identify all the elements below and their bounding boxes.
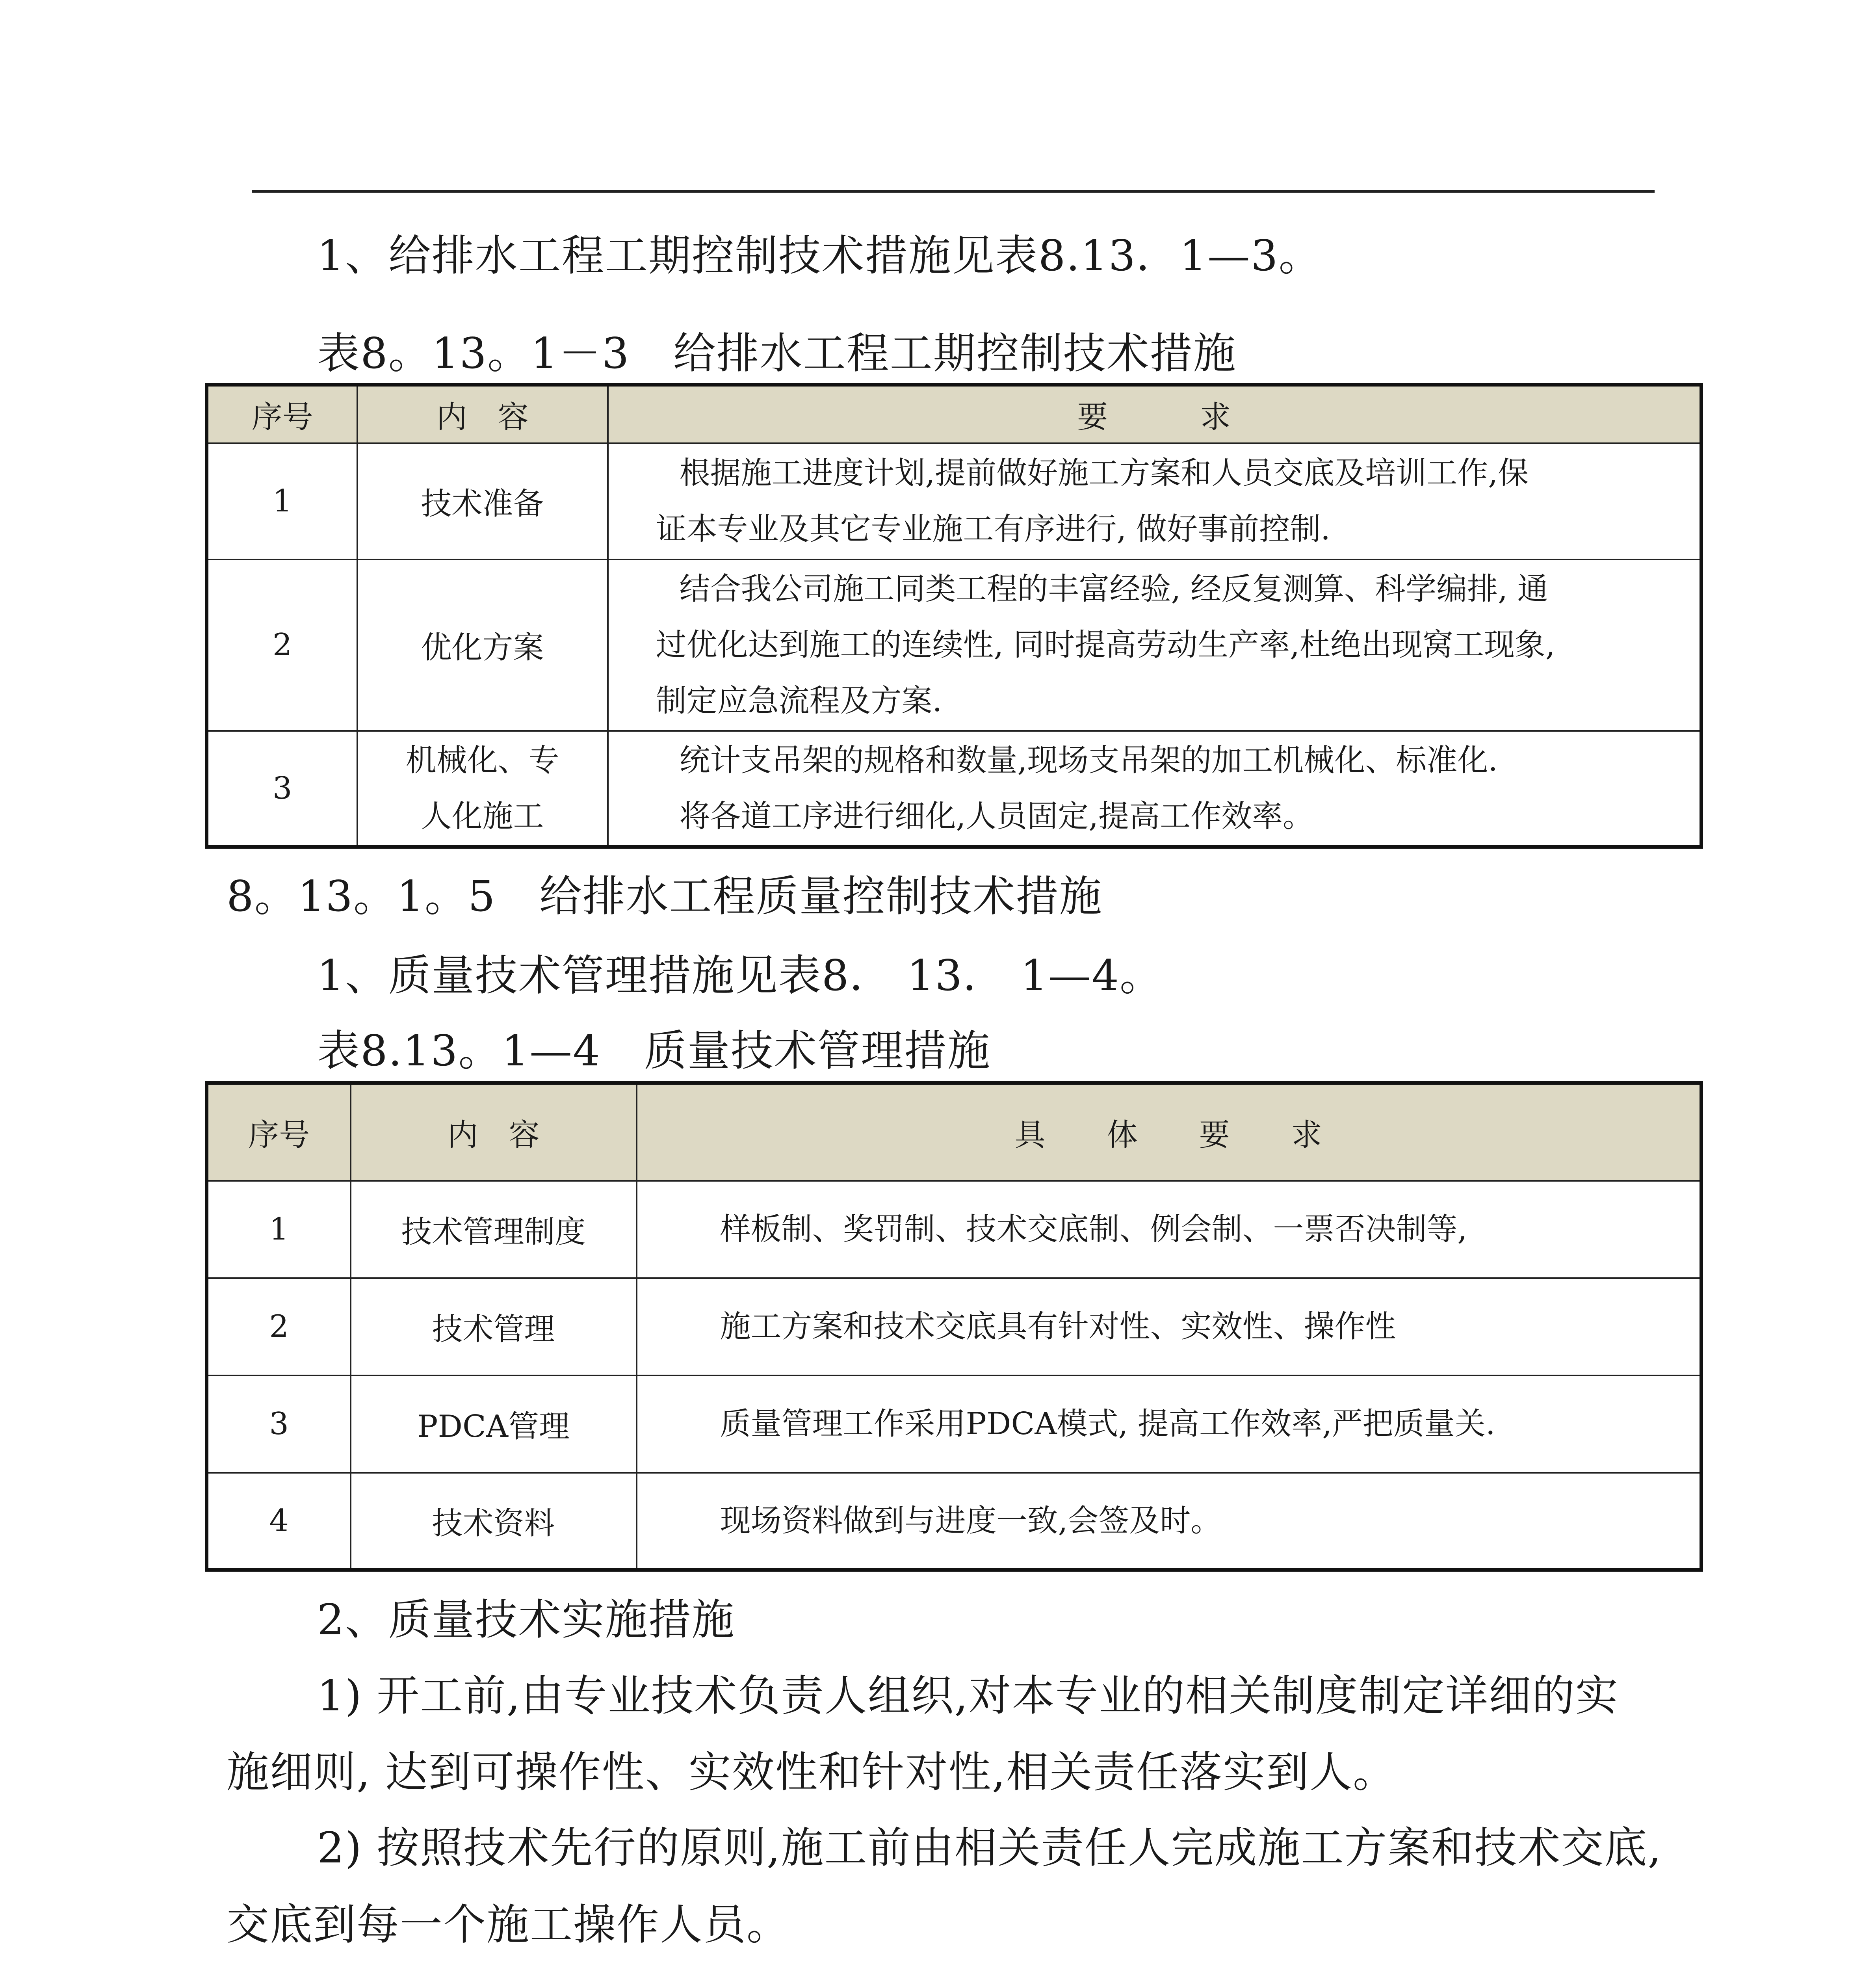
requirement-line: 制定应急流程及方案. — [656, 683, 942, 719]
table2-header-content: 内 容 — [351, 1083, 637, 1181]
row-requirement — [608, 559, 1701, 731]
paragraph-item-2-line-2: 交底到每一个施工操作人员。 — [227, 1900, 790, 1950]
row-content-line: 技术准备 — [421, 486, 544, 522]
row-content — [357, 443, 608, 559]
table-schedule-control — [205, 383, 1703, 849]
table2-header-no: 序号 — [207, 1083, 351, 1181]
table-row — [207, 731, 1701, 847]
row-requirement: 质量管理工作采用PDCA模式, 提高工作效率,严把质量关. — [637, 1375, 1701, 1473]
table1-header-requirement: 要 求 — [608, 385, 1701, 443]
table-row — [207, 559, 1701, 731]
row-number: 1 — [207, 443, 357, 559]
row-content: 技术管理制度 — [351, 1181, 637, 1278]
table1-header-row — [207, 385, 1701, 443]
row-number: 3 — [207, 1375, 351, 1473]
requirement-line: 统计支吊架的规格和数量,现场支吊架的加工机械化、标准化. — [679, 742, 1498, 778]
paragraph-item-2-line-1: 2) 按照技术先行的原则,施工前由相关责任人完成施工方案和技术交底, — [317, 1823, 1662, 1873]
row-requirement: 现场资料做到与进度一致,会签及时。 — [637, 1473, 1701, 1570]
requirement-line: 结合我公司施工同类工程的丰富经验, 经反复测算、科学编排, 通 — [679, 571, 1548, 607]
row-content: PDCA管理 — [351, 1375, 637, 1473]
row-content — [357, 559, 608, 731]
table1-header-no: 序号 — [207, 385, 357, 443]
paragraph-item-1-line-2: 施细则, 达到可操作性、实效性和针对性,相关责任落实到人。 — [227, 1748, 1396, 1797]
table-quality-management — [205, 1081, 1703, 1572]
table-row — [207, 1181, 1701, 1278]
table2-header-requirement: 具 体 要 求 — [637, 1083, 1701, 1181]
paragraph-implementation-heading: 2、质量技术实施措施 — [317, 1595, 735, 1645]
row-number: 2 — [207, 1278, 351, 1375]
row-number: 3 — [207, 731, 357, 847]
row-content-line: 机械化、专 — [405, 742, 559, 778]
row-number: 1 — [207, 1181, 351, 1278]
paragraph-intro-table2: 1、质量技术管理措施见表8． 13． 1—4。 — [317, 951, 1163, 1000]
table2-caption: 表8.13。1—4 质量技术管理措施 — [317, 1026, 991, 1076]
row-content: 技术资料 — [351, 1473, 637, 1570]
row-content: 技术管理 — [351, 1278, 637, 1375]
requirement-line: 证本专业及其它专业施工有序进行, 做好事前控制. — [656, 511, 1330, 547]
paragraph-item-3 — [317, 1965, 1315, 1970]
row-requirement — [608, 731, 1701, 847]
row-requirement — [608, 443, 1701, 559]
paragraph-intro-table1: 1、给排水工程工期控制技术措施见表8.13．1—3。 — [317, 231, 1322, 281]
table2-header-row — [207, 1083, 1701, 1181]
row-number: 2 — [207, 559, 357, 731]
row-content — [357, 731, 608, 847]
row-requirement: 施工方案和技术交底具有针对性、实效性、操作性 — [637, 1278, 1701, 1375]
section-heading-quality: 8。13。1。5 给排水工程质量控制技术措施 — [227, 872, 1103, 921]
requirement-line: 过优化达到施工的连续性, 同时提高劳动生产率,杜绝出现窝工现象, — [656, 627, 1555, 663]
table1-caption: 表8。13。1－3 给排水工程工期控制技术措施 — [317, 329, 1237, 378]
row-requirement: 样板制、奖罚制、技术交底制、例会制、一票否决制等, — [637, 1181, 1701, 1278]
table-row — [207, 1473, 1701, 1570]
paragraph-item-1-line-1: 1) 开工前,由专业技术负责人组织,对本专业的相关制度制定详细的实 — [317, 1671, 1619, 1721]
header-rule — [252, 190, 1655, 193]
row-content-line: 优化方案 — [421, 630, 544, 665]
table1-header-content: 内 容 — [357, 385, 608, 443]
requirement-line: 根据施工进度计划,提前做好施工方案和人员交底及培训工作,保 — [679, 455, 1529, 491]
row-content-line: 人化施工 — [421, 798, 544, 834]
table-row — [207, 443, 1701, 559]
table-row — [207, 1278, 1701, 1375]
table-row — [207, 1375, 1701, 1473]
row-number: 4 — [207, 1473, 351, 1570]
requirement-line: 将各道工序进行细化,人员固定,提高工作效率。 — [679, 798, 1314, 834]
